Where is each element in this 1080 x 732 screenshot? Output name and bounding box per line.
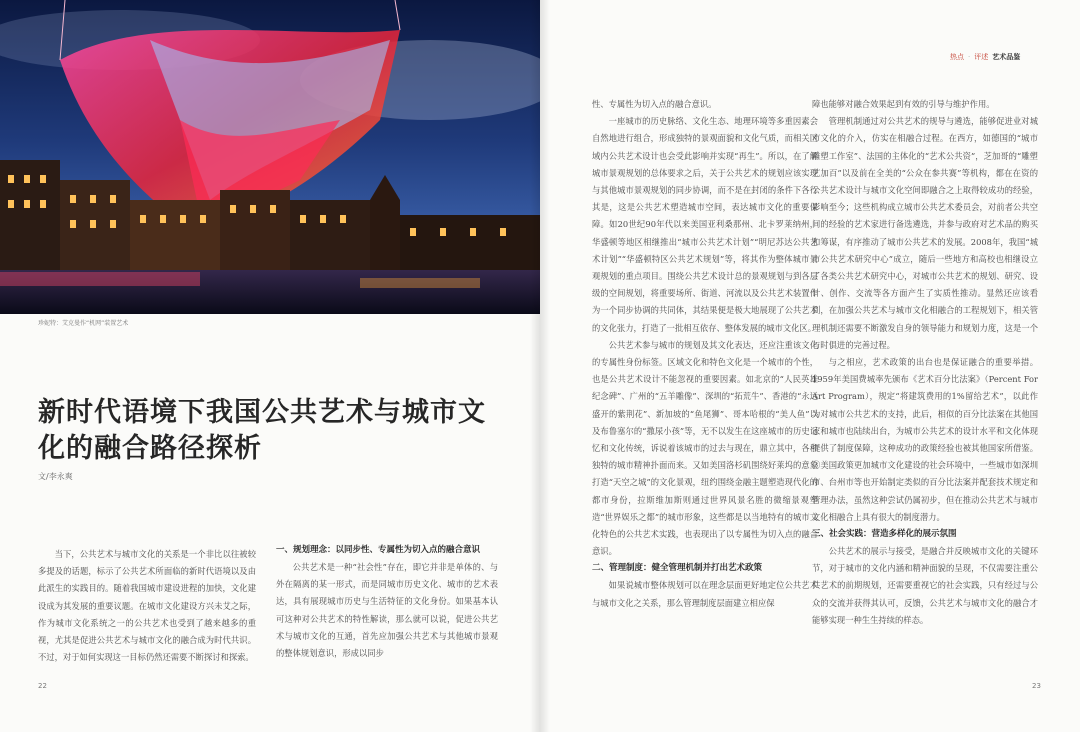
right-column-1 [592, 96, 818, 612]
paragraph: 公共艺术是一种“社会性”存在，即它并非是单体的、与外在隔离的某一形式，而是同城市历史文化、城市的艺术表达，具有展现城市历史与生活特征的文化身份。如果基本认可这种对公共艺术的特性解读，那么就可以说，促进公共艺术与城市文化的互通，首先应加强公共艺术与其他城市景观的整体规划意识，形成以同步 [276, 562, 498, 659]
spine-shadow [530, 0, 550, 732]
section-heading-2: 二、管理制度：健全管理机制并打出艺术政策 [592, 563, 763, 574]
page-number-right: 23 [1032, 682, 1041, 690]
header-section: 热点 [950, 53, 964, 61]
paragraph: 如果说城市整体规划可以在理念层面更好地定位公共艺术与城市文化之关系，那么管理制度层面建立相应保 [592, 580, 818, 608]
right-column-2 [812, 96, 1038, 629]
right-page [540, 0, 1080, 732]
paragraph: 管理机制通过对公共艺术的规导与遴选，能够促进业对城市文化的介入，仿实在相融合过程。在西方，如德国的“城市雕塑工作室”、法国的主体化的“艺术公共资”，芝加哥的“雕塑艺加百”以及前在全美的“公众在参共赛”等机构，都在在资的公共艺术设计与城市文化空间即融合之上取得较成功的经验，影响至今；这些机构成立城市公共艺术委员会，对前者公共空间的经验的艺术家进行备选遴选，并参与政府对艺术品的购买和筹谋，有序推动了城市公共艺术的发展。2008年，我国“城市公共艺术研究中心”成立，随后一些地方和高校也相继设立了各类公共艺术研究中心，对城市公共艺术的规划、研究、设计、创作、交流等各方面产生了实质性推动。显然还应该看到，在加强公共艺术与城市文化相融合的工程规划下，相关管理机制还需要不断激发自身的领导能力和规划力度，这是一个与时俱进的完善过程。 [812, 116, 1038, 350]
photo-caption: 珍妮特：艾克曼作“机网”装置艺术 [38, 320, 129, 327]
paragraph: 性、专属性为切入点的融合意识。 [592, 99, 717, 109]
paragraph: 公共艺术参与城市的规划及其文化表达，还应注重该文化的专属性身份标签。区域文化和特色文化是一个城市的个性，也是公共艺术设计不能忽视的重要因素。如北京的“人民英雄纪念碑”、广州的“五羊雕像”、深圳的“拓荒牛”、香港的“永远盛开的紫荆花”、新加坡的“鱼尾狮”、哥本哈根的“美人鱼”以及布鲁塞尔的“撒尿小孩”等，无不以发生在这座城市的历史记忆和文化传统，诉说着该城市的过去与现在，鼎立其中，各种独特的城市精神扑面而来。又如美国洛杉矶围绕好莱坞的意象打造“天空之城”的文化景观，纽约围绕金融主题塑造现代化的都市身份，拉斯维加斯则通过世界风景名胜的微缩景观塑造“世界娱乐之都”的城市形象，这些都是以当地特有的城市文化特色的公共艺术实践，也表现出了以专属性为切入点的融合意识。 [592, 339, 818, 557]
header-sub: 评述 [974, 53, 989, 61]
paragraph: 公共艺术的展示与接受，是融合并反映城市文化的关键环节，对于城市的文化内涵和精神面貌的呈现，不仅需要注重公共艺术的前期规划，还需要重视它的社会实践，只有经过与公众的交流并获得其认可，反馈，公共艺术与城市文化的融合才能够实现一种生生持续的样态。 [812, 546, 1038, 625]
paragraph: 障也能够对融合效果起到有效的引导与维护作用。 [812, 99, 995, 109]
paragraph: 一座城市的历史脉络、文化生态、地理环境等多重因素会自然地进行组合，形成独特的景观面貌和文化气质，而相关区域内公共艺术设计也会受此影响并实现“再生”。所以，在了解城市景观规划的总体要求之后，关于公共艺术的规划应该实现与其他城市景观规划的同步协调，而不是在封闭的条件下各行其是，这是公共艺术塑造城市空间，表达城市文化的重要保障。如20世纪90年代以来美国亚利桑那州、北卡罗莱纳州，华盛顿等地区相继推出“城市公共艺术计划”“明尼苏达公共艺术计划”“华盛顿特区公共艺术规划”等，将其作为整体城市景观规划的重点项目。围绕公共艺术设计总的景观规划与到各层级的空间规划，将重要场所、街道、河流以及公共艺术装置作为一个同步协调的共同体，其结果便是极大地展现了公共艺术的文化张力，打造了一批相互依存、整体发展的城市文化区。 [592, 116, 818, 333]
author-line: 文/李永爽 [38, 472, 73, 481]
left-column-1 [38, 546, 256, 666]
section-heading-3: 三、社会实践：营造多样化的展示氛围 [812, 529, 957, 540]
paragraph: 当下，公共艺术与城市文化的关系是一个非比以往被较多提及的话题，标示了公共艺术所面临的新时代语境以及由此派生的实践目的。随着我国城市建设进程的加快，文化建设成为其发展的重要议题。在城市文化建设方兴未艾之际，作为城市文化系统之一的公共艺术也受到了越来越多的重视，尤其是促进公共艺术与城市文化的融合成为时代共识。不过，对于如何实现这一目标仍然还需要不断探讨和探索。 [38, 549, 256, 663]
left-column-2 [276, 542, 498, 662]
page-number-left: 22 [38, 682, 47, 690]
magazine-logo: 艺术品鉴 [992, 53, 1021, 61]
running-header: 热点 · 评述 艺术品鉴 [950, 53, 1021, 61]
article-title: 新时代语境下我国公共艺术与城市文化的融合路径探析 [38, 397, 486, 464]
cover-photo [0, 0, 540, 314]
section-heading-1: 一、规划理念：以同步性、专属性为切入点的融合意识 [276, 545, 481, 555]
paragraph: 与之相应，艺术政策的出台也是保证融合的重要举措。1959年美国费城率先颁布《艺术百分比法案》（Percent For Art Program），规定“将建筑费用的1%留给艺术”，以此作为对城市公共艺术的支持，此后，相似的百分比法案在其他国家和城市也陆续出台，为城市公共艺术的设计水平和文化体现提供了制度保障，这种成功的政策经验也被其他国家所借鉴。③美国政策更加城市文化建设的社会环境中，一些城市如深圳市、台州市等也开始制定类似的百分比法案并配套技术规定和管理办法，虽然这种尝试仍属初步，但在推动公共艺术与城市文化相融合上具有很大的制度潜力。 [812, 357, 1038, 522]
